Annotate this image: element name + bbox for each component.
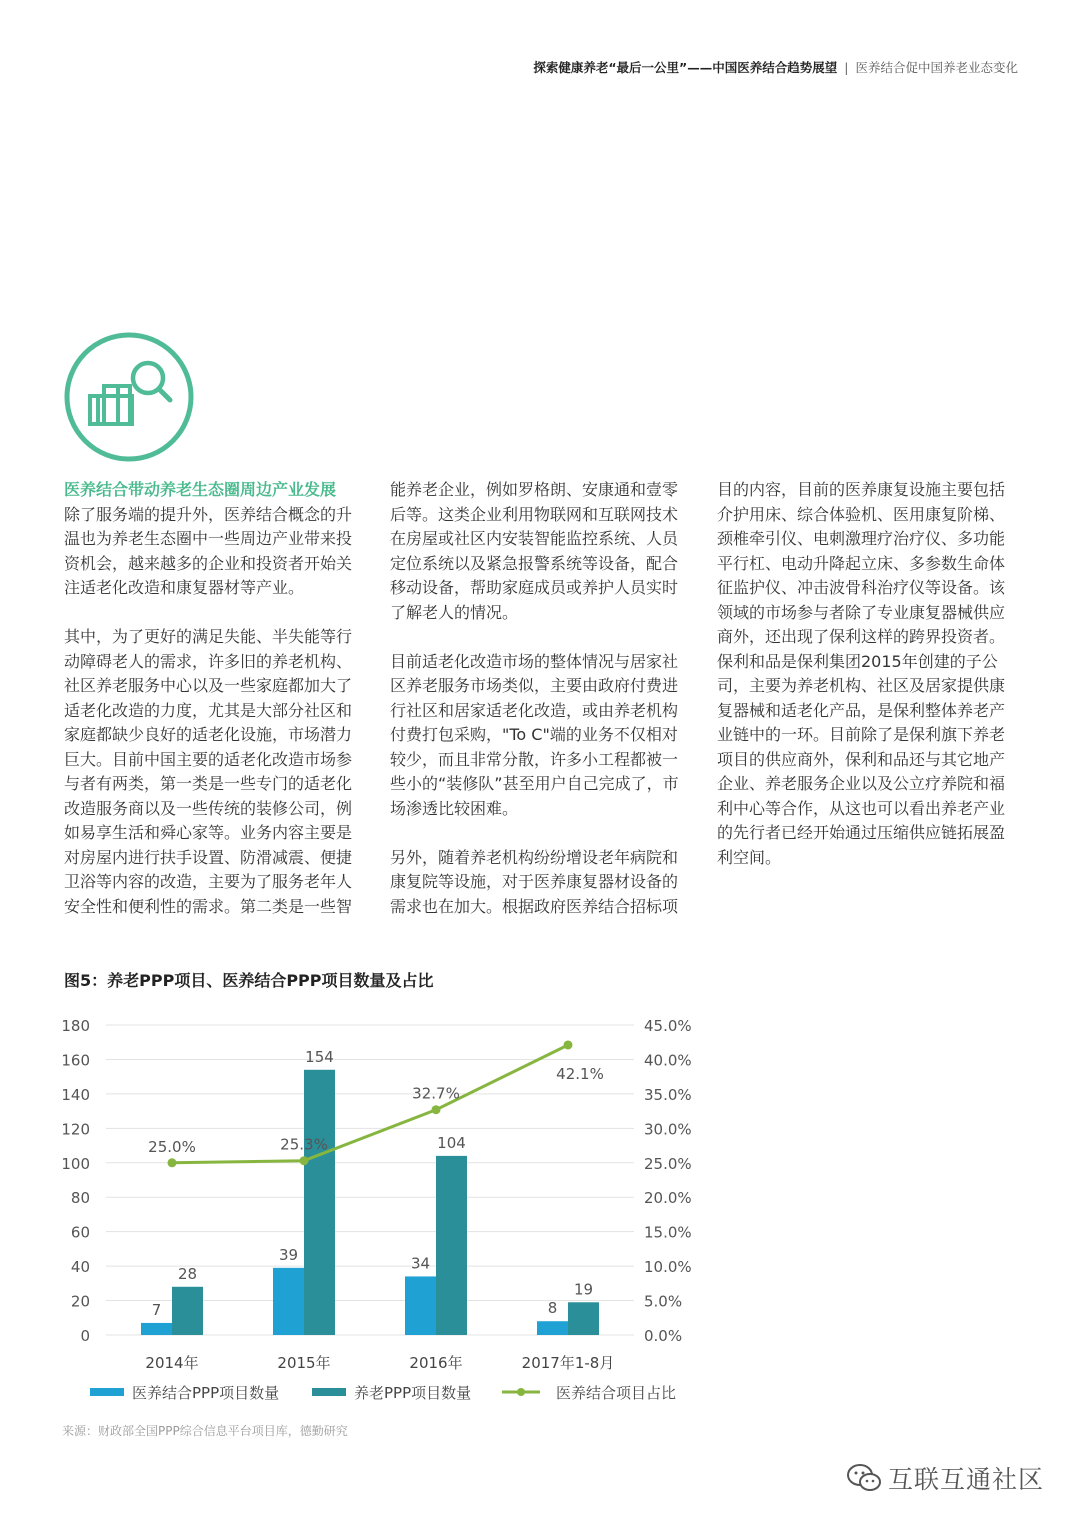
line-point [432, 1105, 441, 1114]
watermark-text: 互联互通社区 [888, 1465, 1045, 1494]
legend-swatch [312, 1388, 346, 1396]
bar-medical-ppp [273, 1268, 304, 1335]
watermark [846, 1460, 1044, 1496]
y-left-tick-label: 180 [61, 1017, 90, 1035]
paragraph: 除了服务端的提升外，医养结合概念的升温也为养老生态圈中一些周边产业带来投资机会，越来越多的企业和投资者开始关注适老化改造和康复器材等产业。 [64, 504, 353, 597]
y-right-tick-label: 15.0% [644, 1223, 692, 1242]
bar-value-label: 154 [305, 1047, 334, 1066]
bar-medical-ppp [405, 1276, 436, 1335]
y-left-tick-label: 80 [70, 1189, 90, 1208]
paragraph: 其中，为了更好的满足失能、半失能等行动障碍老人的需求，许多旧的养老机构、社区养老服务中心以及一些家庭都加大了适老化改造的力度，尤其是大部分社区和家庭都缺少良好的适老化设施，市场潜力巨大。目前中国主要的适老化改造市场参与者有两类，第一类是一些专门的适老化改造服务商以及一些传统的装修公司，例如易享生活和舜心家等。业务内容主要是对房屋内进行扶手设置、防滑减震、便捷卫浴等内容的改造，主要为了服务老年人安全性和便利性的需求。第二类是一些智 [64, 627, 353, 916]
y-right-tick-label: 30.0% [644, 1120, 692, 1139]
line-value-label: 25.0% [148, 1137, 196, 1156]
bar-elderly-ppp [436, 1156, 467, 1335]
chat-bubbles-icon [846, 1462, 882, 1494]
y-right-tick-label: 45.0% [644, 1017, 692, 1035]
bar-value-label: 34 [410, 1254, 431, 1273]
building-search-icon [62, 330, 196, 464]
bar-value-label: 28 [177, 1264, 198, 1283]
y-left-tick-label: 40 [70, 1258, 90, 1277]
header-separator: | [844, 60, 849, 75]
bar-elderly-ppp [172, 1287, 203, 1335]
y-right-tick-label: 35.0% [644, 1085, 692, 1104]
y-right-tick-label: 40.0% [644, 1051, 692, 1070]
y-right-tick-label: 10.0% [644, 1258, 692, 1277]
paragraph: 能养老企业，例如罗格朗、安康通和壹零后等。这类企业利用物联网和互联网技术在房屋或社区内安装智能监控系统、人员定位系统以及紧急报警系统等设备，配合移动设备，帮助家庭成员或养护人员实时了解老人的情况。 [390, 480, 679, 622]
article-column-1 [64, 478, 366, 944]
article-column-3 [717, 478, 1019, 895]
paragraph: 目的内容，目前的医养康复设施主要包括介护用床、综合体验机、医用康复阶梯、颈椎牵引仪、电刺激理疗治疗仪、多功能平行杠、电动升降起立床、多参数生命体征监护仪、冲击波骨科治疗仪等设备。该领域的市场参与者除了专业康复器械供应商外，还出现了保利这样的跨界投资者。保利和品是保利集团2015年创建的子公司，主要为养老机构、社区及居家提供康复器械和适老化产品，是保利整体养老产业链中的一环。目前除了是保利旗下养老项目的供应商外，保利和品还与其它地产企业、养老服务企业以及公立疗养院和福利中心等合作，从这也可以看出养老产业的先行者已经开始通过压缩供应链拓展盈利空间。 [717, 480, 1006, 867]
x-tick-label: 2015年 [277, 1354, 331, 1372]
figure-title: 图5：养老PPP项目、医养结合PPP项目数量及占比 [64, 971, 434, 990]
y-left-tick-label: 140 [61, 1085, 90, 1104]
line-point [300, 1156, 309, 1165]
source-note: 来源：财政部全国PPP综合信息平台项目库，德勤研究 [62, 1424, 348, 1438]
line-value-label: 32.7% [412, 1084, 460, 1103]
legend-label: 医养结合项目占比 [556, 1384, 677, 1402]
line-point [168, 1158, 177, 1167]
y-right-tick-label: 5.0% [644, 1292, 683, 1311]
legend-swatch [90, 1388, 124, 1396]
y-left-tick-label: 120 [61, 1120, 90, 1139]
line-point [564, 1040, 573, 1049]
bar-value-label: 39 [278, 1245, 299, 1264]
y-left-tick-label: 100 [61, 1154, 90, 1173]
y-left-tick-label: 60 [70, 1223, 90, 1242]
article-column-2 [390, 478, 692, 944]
section-heading: 医养结合带动养老生态圈周边产业发展 [64, 480, 337, 499]
page-header [533, 58, 1018, 76]
y-left-tick-label: 160 [61, 1051, 90, 1070]
y-right-tick-label: 20.0% [644, 1189, 692, 1208]
section-title: 医养结合促中国养老业态变化 [855, 60, 1018, 75]
x-tick-label: 2017年1-8月 [521, 1354, 615, 1372]
y-left-tick-label: 0 [80, 1327, 90, 1345]
legend-label: 医养结合PPP项目数量 [132, 1384, 280, 1402]
bar-medical-ppp [141, 1323, 172, 1335]
ppp-projects-chart [50, 1005, 710, 1405]
x-tick-label: 2014年 [145, 1354, 199, 1372]
paragraph: 目前适老化改造市场的整体情况与居家社区养老服务市场类似，主要由政府付费进行社区和居家适老化改造，或由养老机构付费打包采购，"To C"端的业务不仅相对较少，而且非常分散，许多小工程都被一些小的“装修队”甚至用户自己完成了，市场渗透比较困难。 [390, 651, 679, 818]
bar-value-label: 19 [573, 1280, 594, 1299]
report-title: 探索健康养老“最后一公里”——中国医养结合趋势展望 [533, 60, 838, 75]
bar-value-label: 8 [547, 1299, 558, 1318]
y-left-tick-label: 20 [70, 1292, 90, 1311]
y-right-tick-label: 0.0% [644, 1327, 683, 1345]
legend-swatch-point [517, 1388, 525, 1396]
y-right-tick-label: 25.0% [644, 1154, 692, 1173]
line-value-label: 25.3% [280, 1135, 328, 1154]
bar-value-label: 104 [437, 1133, 466, 1152]
line-value-label: 42.1% [556, 1064, 604, 1083]
bar-value-label: 7 [151, 1300, 162, 1319]
paragraph: 另外，随着养老机构纷纷增设老年病院和康复院等设施，对于医养康复器材设备的需求也在加大。根据政府医养结合招标项 [390, 847, 679, 916]
x-tick-label: 2016年 [409, 1354, 463, 1372]
bar-elderly-ppp [304, 1070, 335, 1335]
bar-medical-ppp [537, 1321, 568, 1335]
bar-elderly-ppp [568, 1302, 599, 1335]
line-ratio-series [172, 1045, 568, 1163]
legend-label: 养老PPP项目数量 [354, 1384, 472, 1402]
